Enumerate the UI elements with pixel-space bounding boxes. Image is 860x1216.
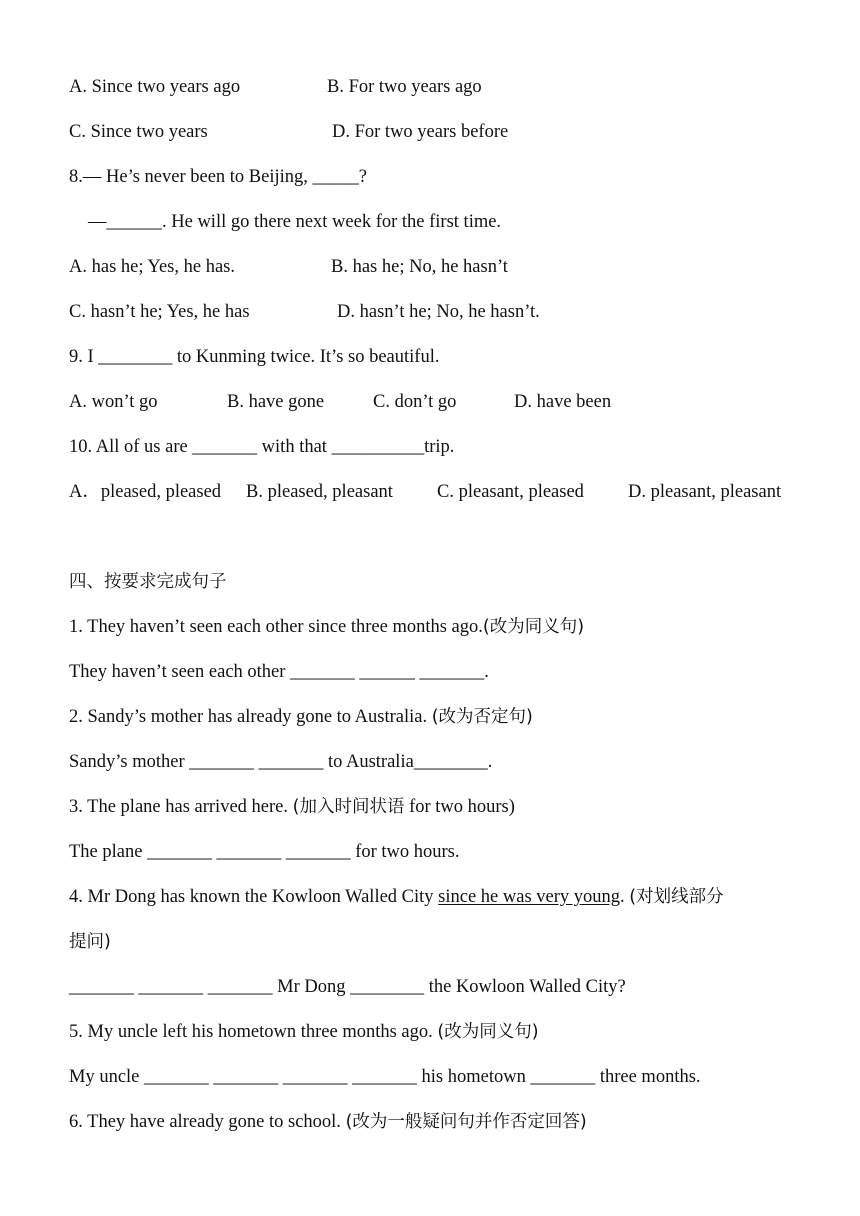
q8-reply-blank: ______	[106, 212, 162, 232]
q8-option-d: D. hasn’t he; No, he hasn’t.	[337, 302, 540, 322]
q10-option-a: A．pleased, pleased	[69, 482, 222, 502]
s4-q3: 3. The plane has arrived here. (加入时间状语 for two hours)	[69, 797, 515, 817]
q9-option-a: A. won’t go	[69, 392, 158, 412]
q8-option-a: A. has he; Yes, he has.	[69, 257, 235, 277]
q7-option-b: B. For two years ago	[327, 77, 482, 97]
q7-option-d: D. For two years before	[332, 122, 509, 142]
q10-stem: 10. All of us are _______ with that __________trip.	[69, 437, 455, 457]
s4-q4: 4. Mr Dong has known the Kowloon Walled City since he was very young. (对划线部分	[69, 887, 724, 907]
s4-q4-note-cont: 提问)	[69, 932, 111, 952]
q9-option-c: C. don’t go	[373, 392, 457, 412]
q8-option-c: C. hasn’t he; Yes, he has	[69, 302, 250, 322]
s4-q2-answer: Sandy’s mother _______ _______ to Australia________.	[69, 752, 493, 772]
q7-option-a: A. Since two years ago	[69, 77, 241, 97]
s4-q6: 6. They have already gone to school. (改为一般疑问句并作否定回答)	[69, 1112, 587, 1132]
s4-q2-note: (改为否定句)	[431, 707, 533, 727]
s4-q3-answer: The plane _______ _______ _______ for two hours.	[69, 842, 460, 862]
s4-q1: 1. They haven’t seen each other since three months ago.(改为同义句)	[69, 617, 585, 637]
s4-q3-note: (加入时间状语	[292, 797, 405, 817]
q10-option-d: D. pleasant, pleasant	[628, 482, 782, 502]
s4-q4-note: (对划线部分	[629, 887, 724, 907]
s4-q2: 2. Sandy’s mother has already gone to Australia. (改为否定句)	[69, 707, 533, 727]
q10-option-b: B. pleased, pleasant	[246, 482, 393, 502]
s4-q1-answer: They haven’t seen each other _______ ______ _______.	[69, 662, 489, 682]
s4-q5-answer: My uncle _______ _______ _______ _______ his hometown _______ three months.	[69, 1067, 701, 1087]
q9-option-b: B. have gone	[227, 392, 325, 412]
section-heading: 四、按要求完成句子	[69, 572, 227, 592]
s4-q5: 5. My uncle left his hometown three months ago. (改为同义句)	[69, 1022, 539, 1042]
q8-option-b: B. has he; No, he hasn’t	[331, 257, 508, 277]
q7-option-c: C. Since two years	[69, 122, 208, 142]
s4-q4-answer: _______ _______ _______ Mr Dong ________ the Kowloon Walled City?	[69, 977, 626, 997]
q10-option-c: C. pleasant, pleased	[437, 482, 584, 502]
q8-reply-text: . He will go there next week for the first time.	[162, 212, 502, 232]
q8-stem: 8.— He’s never been to Beijing, _____?	[69, 167, 367, 187]
s4-q5-note: (改为同义句)	[437, 1022, 539, 1042]
s4-q1-note: (改为同义句)	[482, 617, 585, 637]
s4-q4-underlined-phrase: since he was very young	[438, 887, 621, 907]
q9-stem: 9. I ________ to Kunming twice. It’s so beautiful.	[69, 347, 440, 367]
q8-reply-dash: —	[88, 212, 107, 232]
q8-reply	[88, 210, 501, 234]
s4-q6-note: (改为一般疑问句并作否定回答)	[345, 1112, 587, 1132]
q9-option-d: D. have been	[514, 392, 612, 412]
